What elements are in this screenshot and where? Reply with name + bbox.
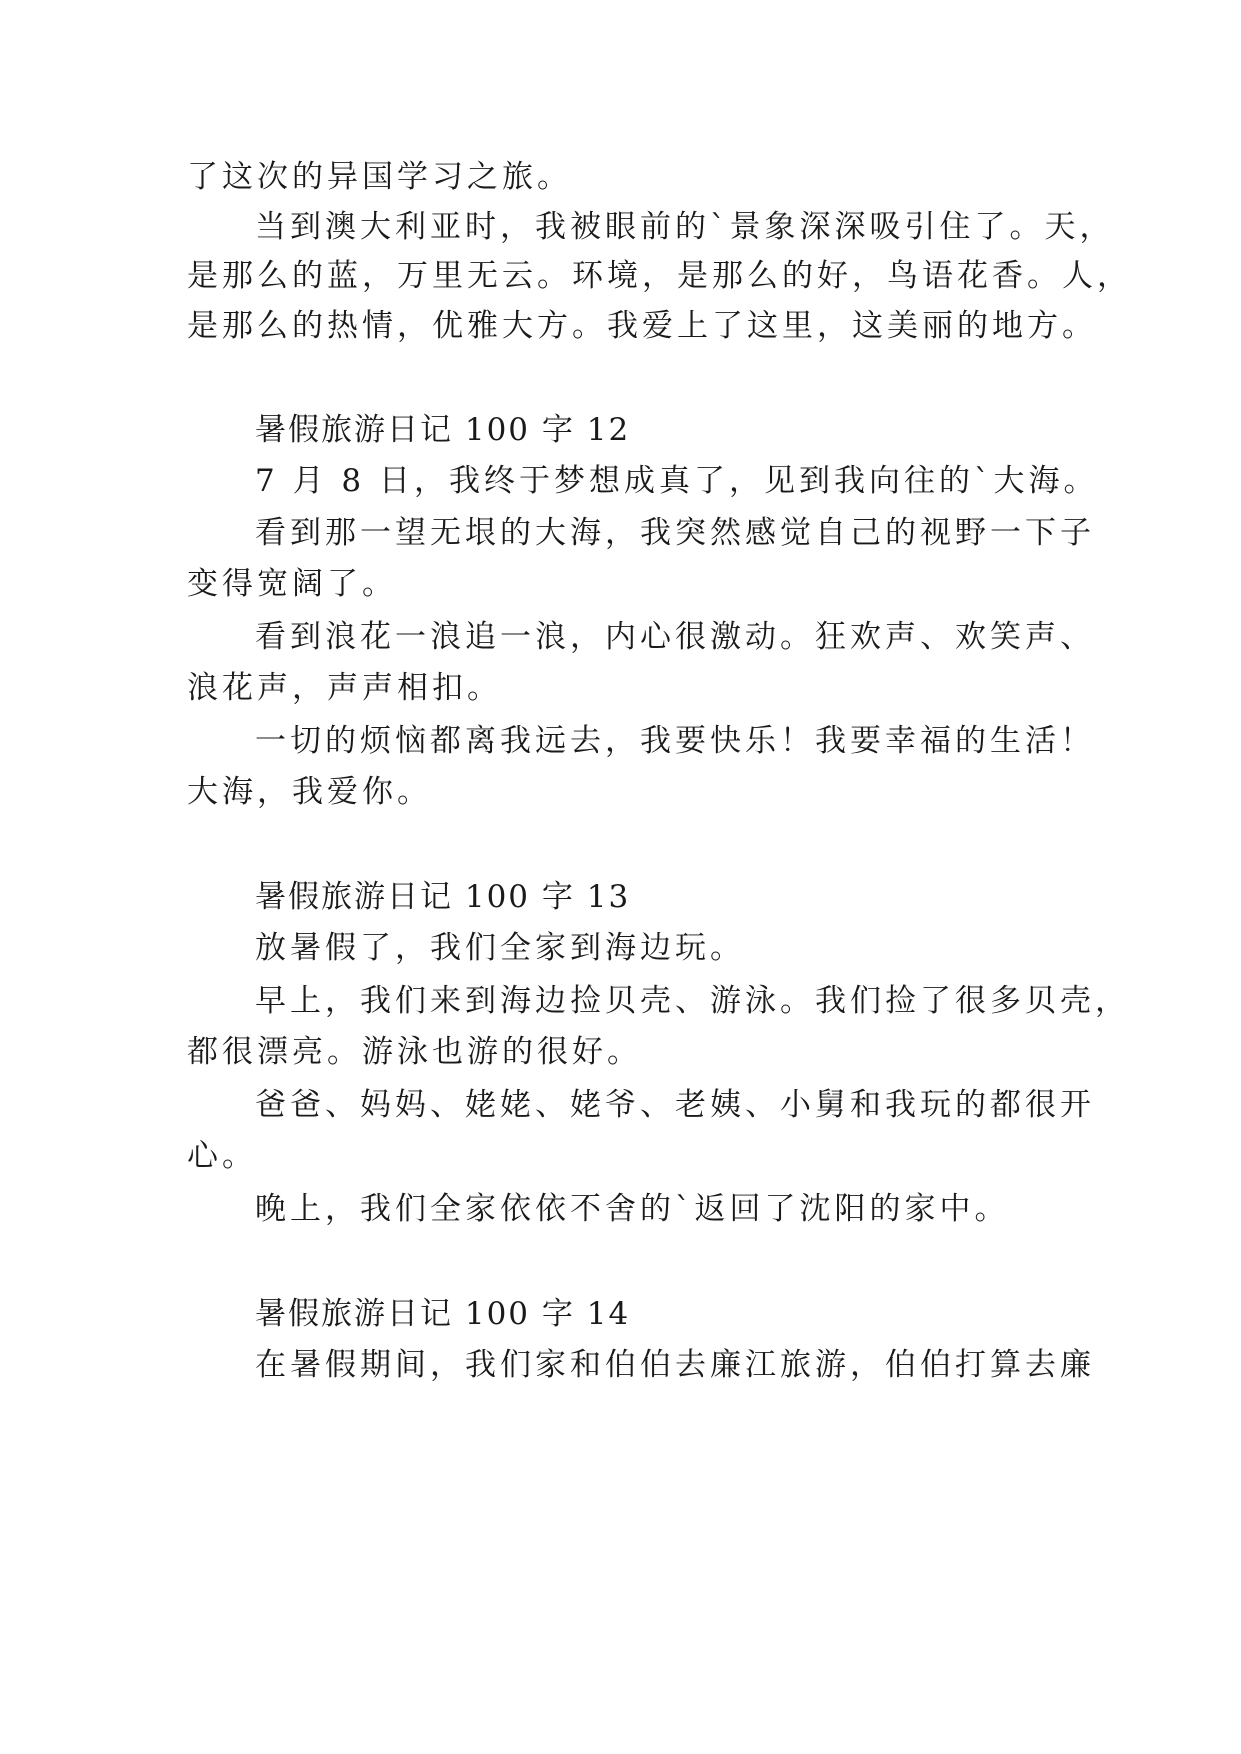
- paragraph-start: 一切的烦恼都离我远去，我要快乐！我要幸福的生活！: [255, 723, 1095, 759]
- text-line: 了这次的异国学习之旅。: [187, 159, 572, 195]
- paragraph-start: 看到那一望无垠的大海，我突然感觉自己的视野一下子: [255, 515, 1095, 551]
- text-line: 是那么的蓝，万里无云。环境，是那么的好，鸟语花香。人，: [187, 258, 1132, 294]
- section-heading: 暑假旅游日记 100 字 12: [255, 412, 631, 448]
- text-line: 心。: [187, 1138, 257, 1174]
- paragraph-start: 早上，我们来到海边捡贝壳、游泳。我们捡了很多贝壳，: [255, 983, 1130, 1019]
- paragraph-start: 晚上，我们全家依依不舍的`返回了沈阳的家中。: [255, 1191, 1010, 1227]
- paragraph-start: 当到澳大利亚时，我被眼前的`景象深深吸引住了。天，: [255, 209, 1115, 245]
- section-heading: 暑假旅游日记 100 字 14: [255, 1296, 631, 1332]
- text-line: 是那么的热情，优雅大方。我爱上了这里，这美丽的地方。: [187, 308, 1097, 344]
- text-line: 变得宽阔了。: [187, 566, 397, 602]
- paragraph-start: 看到浪花一浪追一浪，内心很激动。狂欢声、欢笑声、: [255, 619, 1095, 655]
- paragraph-start: 爸爸、妈妈、姥姥、姥爷、老姨、小舅和我玩的都很开: [255, 1087, 1095, 1123]
- text-line: 大海，我爱你。: [187, 774, 432, 810]
- paragraph-start: 7 月 8 日，我终于梦想成真了，见到我向往的`大海。: [255, 463, 1099, 499]
- text-line: 都很漂亮。游泳也游的很好。: [187, 1034, 642, 1070]
- paragraph-start: 在暑假期间，我们家和伯伯去廉江旅游，伯伯打算去廉: [255, 1347, 1095, 1383]
- paragraph-start: 放暑假了，我们全家到海边玩。: [255, 930, 745, 966]
- text-line: 浪花声，声声相扣。: [187, 670, 502, 706]
- section-heading: 暑假旅游日记 100 字 13: [255, 879, 631, 915]
